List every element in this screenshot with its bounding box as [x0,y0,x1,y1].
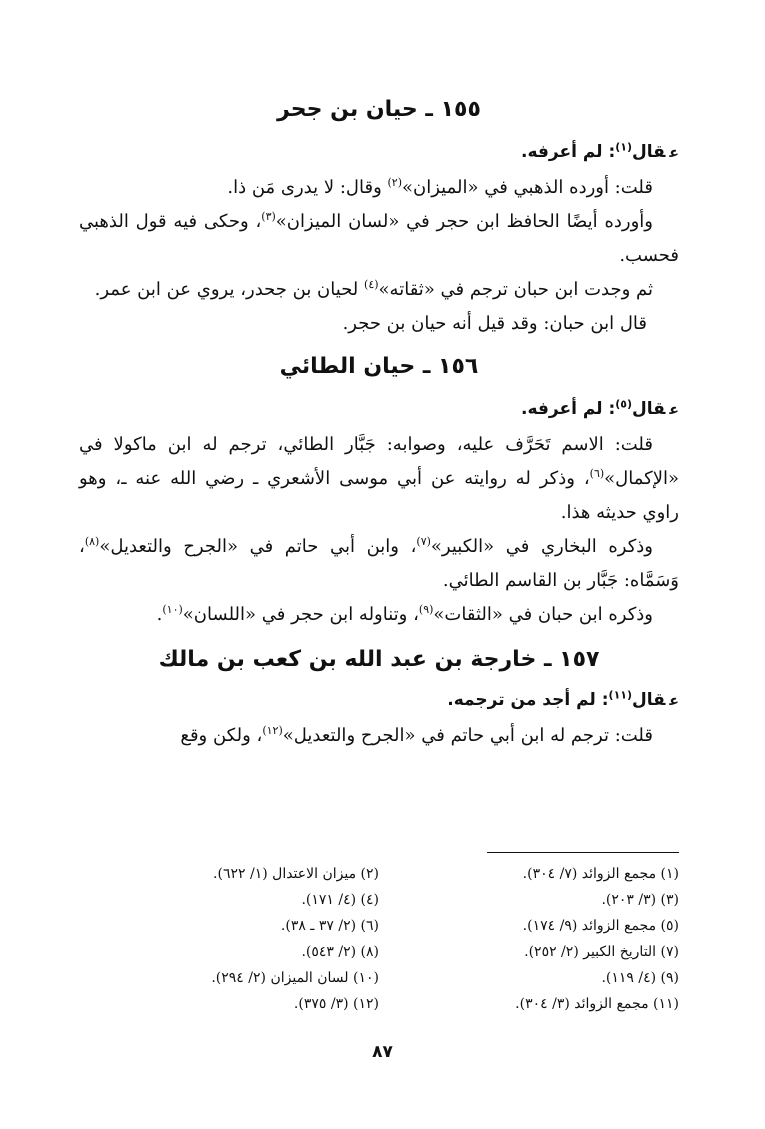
text-run: قلت: أورده الذهبي في «الميزان» [402,177,653,198]
text-run: وأورده أيضًا الحافظ ابن حجر في «لسان الميزان» [275,211,653,232]
footnote-ref-6: (٦) [589,467,605,480]
text-run: قلت: الاسم تَحَرَّف عليه، وصوابه: جَبَّار الطائي، ترجم له ابن ماكولا في «الإكمال» [79,434,679,489]
footnote-ref-9: (٩) [418,603,434,616]
text-run: وذكره البخاري في «الكبير» [430,536,653,557]
paragraph [79,530,679,598]
footnote-ref-1: (١) [615,140,633,154]
text-run: ، وحكى فيه قول الذهبي فحسب. [79,211,679,266]
ein-marker: ع [669,693,679,709]
paragraph [79,273,679,307]
footnote-4: (٤) (٤/ ١٧١). [301,892,379,908]
footnote-ref-4: (٤) [364,278,379,291]
footnote-ref-5: (٥) [615,397,633,411]
text-run: ، وَسَمَّاه: جَبَّار بن القاسم الطائي. [79,536,679,591]
text-run: قلت: ترجم له ابن أبي حاتم في «الجرح والتعديل» [282,725,653,746]
footnote-12: (١٢) (٣/ ٣٧٥). [293,996,379,1012]
page-number: ٨٧ [372,1042,393,1062]
ein-marker: ع [669,145,679,161]
entry-heading-155: ١٥٥ ـ حيان بن جحر [277,97,481,122]
text-run: لحيان بن جحدر، يروي عن ابن عمر. [94,279,365,300]
text-run: وذكره ابن حبان في «الثقات» [433,604,653,625]
footnote-ref-10: (١٠) [162,603,183,616]
paragraph [79,171,679,205]
qal-label: قال [632,399,666,419]
footnote-ref-8: (٨) [84,535,100,548]
footnote-11: (١١) مجمع الزوائد (٣/ ٣٠٤). [515,996,679,1012]
footnote-divider [487,852,679,853]
footnote-8: (٨) (٢/ ٥٤٣). [301,944,379,960]
footnote-1: (١) مجمع الزوائد (٧/ ٣٠٤). [522,866,679,882]
qal-text: : لم أعرفه. [521,399,616,419]
text-run: . [156,604,163,625]
page-body [79,92,679,753]
qal-text: : لم أعرفه. [521,142,616,162]
footnote-6: (٦) (٢/ ٣٧ ـ ٣٨). [280,918,379,934]
text-run: ثم وجدت ابن حبان ترجم في «ثقاته» [378,279,653,300]
qal-text: : لم أجد من ترجمه. [447,690,609,710]
footnotes [79,862,679,1016]
ein-marker: ع [669,402,679,418]
qal-label: قال [632,142,666,162]
footnote-9: (٩) (٤/ ١١٩). [601,970,679,986]
paragraph [79,598,679,632]
footnote-5: (٥) مجمع الزوائد (٩/ ١٧٤). [522,918,679,934]
text-run: ، وابن أبي حاتم في «الجرح والتعديل» [99,536,417,557]
footnote-2: (٢) ميزان الاعتدال (١/ ٦٢٢). [213,866,379,882]
footnote-3: (٣) (٣/ ٢٠٣). [601,892,679,908]
footnote-ref-2: (٢) [387,176,402,189]
footnote-ref-7: (٧) [416,535,431,548]
text-run: ، وتناوله ابن حجر في «اللسان» [182,604,419,625]
paragraph [79,205,679,273]
qal-line-156 [79,391,679,428]
qal-line-157 [79,682,679,719]
footnote-7: (٧) التاريخ الكبير (٢/ ٢٥٢). [524,944,679,960]
text-run: وقال: لا يدرى مَن ذا. [227,177,388,198]
paragraph [79,719,679,753]
footnote-ref-11: (١١) [608,688,633,702]
footnote-ref-12: (١٢) [262,724,283,737]
text-run: ، ولكن وقع [180,725,263,746]
entry-heading-156: ١٥٦ ـ حيان الطائي [279,354,479,379]
qal-label: قال [632,690,666,710]
text-run: ، وذكر له روايته عن أبي موسى الأشعري ـ رضي الله عنه ـ، وهو راوي حديثه هذا. [79,468,679,523]
footnote-ref-3: (٣) [261,210,276,223]
paragraph [79,428,679,530]
paragraph: قال ابن حبان: وقد قيل أنه حيان بن حجر. [342,313,647,334]
entry-heading-157: ١٥٧ ـ خارجة بن عبد الله بن كعب بن مالك [158,647,600,672]
qal-line-155 [79,134,679,171]
footnote-10: (١٠) لسان الميزان (٢/ ٢٩٤). [211,970,379,986]
